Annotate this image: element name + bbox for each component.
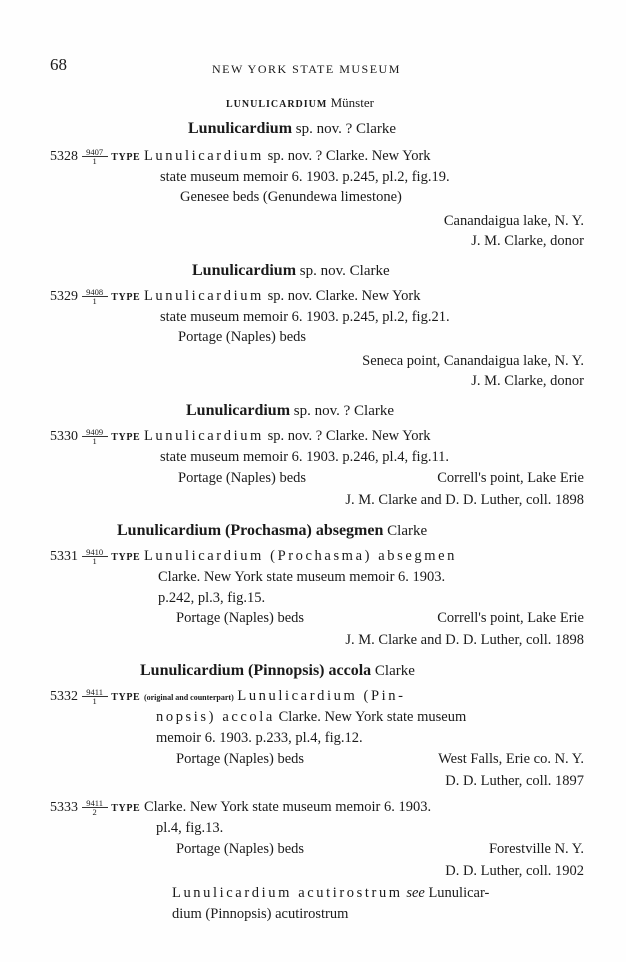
citation: Clarke. New York state museum memoir 6. 1903. — [158, 569, 446, 585]
species-name: Lunulicardium — [143, 428, 264, 444]
genus-author: Münster — [330, 95, 374, 110]
locality: West Falls, Erie co. N. Y. — [438, 751, 584, 767]
genus-heading — [226, 95, 374, 111]
type-label: TYPE — [111, 692, 141, 703]
catalog-number: 5331 — [50, 549, 78, 564]
locality: Correll's point, Lake Erie — [437, 610, 584, 626]
formation: Genesee beds (Genundewa limestone) — [180, 189, 402, 205]
catalog-number: 5333 — [50, 800, 78, 815]
catalog-number: 5329 — [50, 289, 78, 304]
species-name: Lunulicardium — [143, 288, 264, 304]
collector: D. D. Luther, coll. 1897 — [445, 773, 584, 789]
citation: nopsis) accola Clarke. New York state museum — [156, 709, 467, 725]
collector: J. M. Clarke, donor — [471, 373, 584, 389]
entry-line: 5333 $\frac{9411}{2}$ TYPE Clarke. New York state museum memoir 6. 1903. — [50, 798, 432, 818]
species-heading: Lunulicardium (Prochasma) absegmen Clarke — [117, 522, 428, 539]
cross-reference-target: dium (Pinnopsis) acutirostrum — [172, 906, 349, 922]
formation: Portage (Naples) beds — [176, 751, 305, 767]
locality: Canandaigua lake, N. Y. — [443, 213, 584, 229]
catalog-number: 5330 — [50, 429, 78, 444]
entry-line: 5329 $\frac{9408}{1}$ TYPE Lunulicardium sp. nov. Clarke. New York — [50, 287, 421, 307]
specimen-fraction: $\frac{9407}{1}$ — [82, 148, 108, 165]
formation: Portage (Naples) beds — [176, 610, 305, 626]
entry-line: 5330 $\frac{9409}{1}$ TYPE Lunulicardium sp. nov. ? Clarke. New York — [50, 427, 431, 447]
species-name: Lunulicardium (Prochasma) absegmen — [143, 548, 458, 564]
locality: Forestville N. Y. — [488, 841, 584, 857]
locality: Correll's point, Lake Erie — [437, 470, 584, 486]
running-head: NEW YORK STATE MUSEUM — [212, 62, 401, 76]
species-heading: Lunulicardium sp. nov. ? Clarke — [186, 402, 395, 419]
specimen-fraction: $\frac{9409}{1}$ — [82, 428, 108, 445]
cross-reference: Lunulicardium acutirostrum see Lunulicar- — [172, 885, 490, 901]
collector: J. M. Clarke and D. D. Luther, coll. 1898 — [345, 492, 584, 508]
specimen-fraction: $\frac{9410}{1}$ — [82, 548, 108, 565]
formation: Portage (Naples) beds — [176, 841, 305, 857]
collector: D. D. Luther, coll. 1902 — [445, 863, 584, 879]
citation: state museum memoir 6. 1903. p.246, pl.4, fig.11. — [160, 449, 450, 465]
entry-line — [50, 688, 406, 705]
citation-pages: p.242, pl.3, fig.15. — [158, 590, 266, 606]
collector: J. M. Clarke and D. D. Luther, coll. 1898 — [345, 632, 584, 648]
specimen-fraction: $\frac{9411}{1}$ — [82, 688, 108, 705]
citation: state museum memoir 6. 1903. p.245, pl.2, fig.19. — [160, 169, 450, 185]
type-label: TYPE — [111, 552, 141, 563]
type-note: (original and counterpart) — [143, 693, 234, 702]
type-label: TYPE — [111, 292, 141, 303]
type-label: TYPE — [111, 152, 141, 163]
species-name: Lunulicardium (Pin- — [237, 688, 406, 704]
type-label: TYPE — [111, 803, 141, 814]
species-heading: Lunulicardium (Pinnopsis) accola Clarke — [140, 662, 415, 679]
species-name: Lunulicardium — [143, 148, 264, 164]
catalog-number: 5328 — [50, 149, 78, 164]
page-number: 68 — [50, 55, 67, 74]
citation: state museum memoir 6. 1903. p.245, pl.2, fig.21. — [160, 309, 450, 325]
citation-pages: pl.4, fig.13. — [156, 820, 224, 836]
specimen-fraction: $\frac{9408}{1}$ — [82, 288, 108, 305]
type-label: TYPE — [111, 432, 141, 443]
entry-line — [50, 548, 457, 565]
locality: Seneca point, Canandaigua lake, N. Y. — [362, 353, 584, 369]
species-heading: Lunulicardium sp. nov. Clarke — [192, 262, 390, 279]
formation: Portage (Naples) beds — [178, 329, 307, 345]
formation: Portage (Naples) beds — [178, 470, 307, 486]
species-heading: Lunulicardium sp. nov. ? Clarke — [188, 120, 397, 137]
collector: J. M. Clarke, donor — [471, 233, 584, 249]
citation-pages: memoir 6. 1903. p.233, pl.4, fig.12. — [156, 730, 363, 746]
specimen-fraction: $\frac{9411}{2}$ — [82, 799, 108, 816]
genus-name: LUNULICARDIUM — [226, 99, 328, 110]
catalog-number: 5332 — [50, 689, 78, 704]
entry-line: 5328 $\frac{9407}{1}$ TYPE Lunulicardium sp. nov. ? Clarke. New York — [50, 147, 431, 167]
